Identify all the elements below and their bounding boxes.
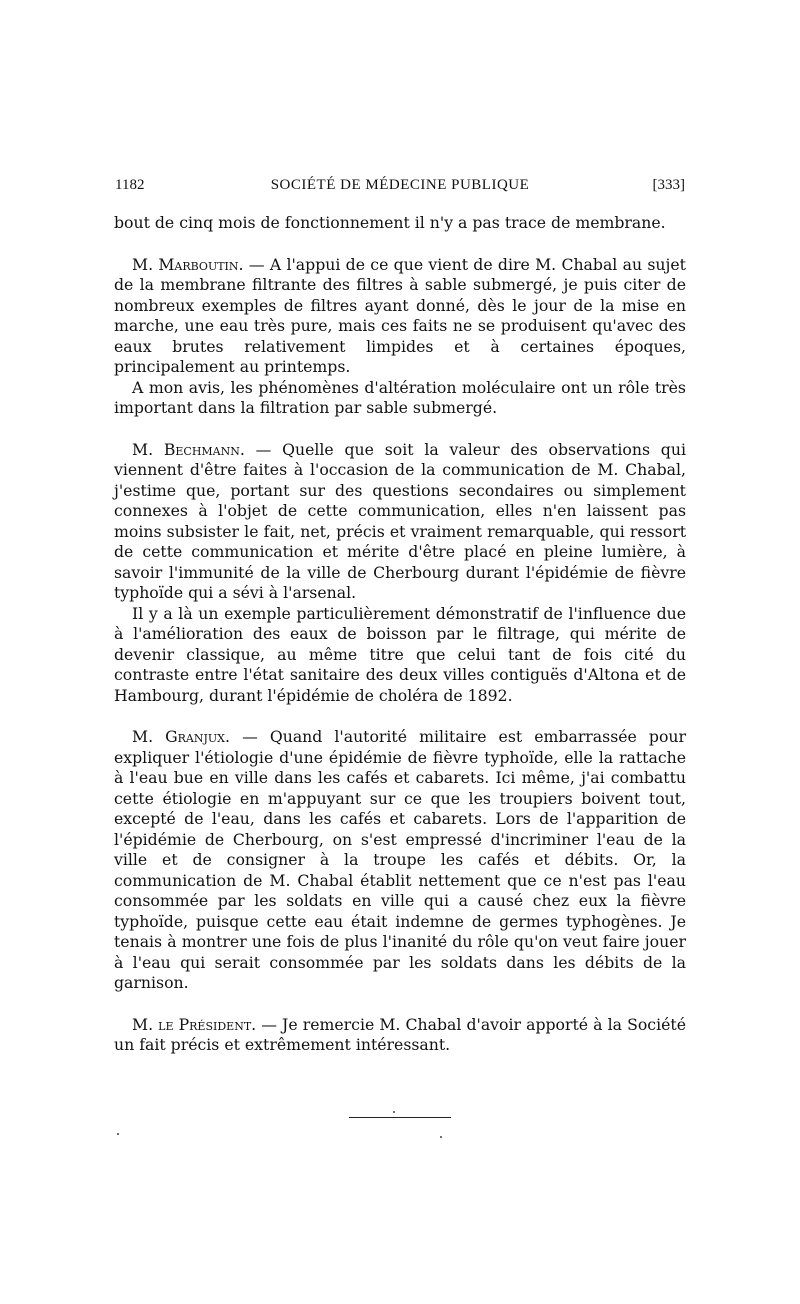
paragraph-text: — Quand l'autorité militaire est embarrassée pour expliquer l'étiologie d'une épidémie de fièvre typhoïde, elle la rattache à l'eau bue en ville dans les cafés et cabarets. Ici même, j'ai combattu cette étiologie en m'appuyant sur ce que les troupiers boivent tout, excepté de l'eau, dans les cafés et cabarets. Lors de l'apparition de l'épidémie de Cherbourg, on s'est empressé d'incriminer l'eau de la ville et de consigner à la troupe les cafés et débits. Or, la communication de M. Chabal établit nettement que ce n'est pas l'eau consommée par les soldats en ville qui a causé chez eux la fièvre typhoïde, puisque cette eau était indemne de germes typhogènes. Je tenais à montrer une fois de plus l'inanité du rôle qu'on veut faire jouer à l'eau qui serait consommée par les soldats dans les débits de la garnison.	[114, 727, 686, 992]
bechmann-paragraph	[114, 440, 686, 604]
print-speck	[393, 1111, 395, 1113]
print-speck	[117, 1133, 119, 1135]
speaker-name: M. Bechmann.	[132, 439, 245, 459]
granjux-paragraph	[114, 727, 686, 994]
speaker-name: M. Marboutin.	[132, 254, 244, 274]
marboutin-paragraph	[114, 255, 686, 378]
paragraph-text: — A l'appui de ce que vient de dire M. Chabal au sujet de la membrane filtrante des filtres à sable submergé, je puis citer de nombreux exemples de filtres ayant donné, dès le jour de la mise en marche, une eau très pure, mais ces faits ne se produisent qu'avec des eaux brutes relativement limpides et à certaines époques, principalement au printemps.	[114, 254, 686, 376]
speaker-name: M. Granjux.	[132, 727, 231, 746]
running-header	[115, 177, 685, 199]
journal-title: SOCIÉTÉ DE MÉDECINE PUBLIQUE	[270, 177, 530, 193]
page-reference: [333]	[652, 177, 685, 193]
president-paragraph	[114, 1015, 686, 1056]
continuation-paragraph: bout de cinq mois de fonctionnement il n'y a pas trace de membrane.	[114, 213, 666, 232]
page-body	[114, 213, 686, 1056]
bechmann-paragraph-2: Il y a là un exemple particulièrement démonstratif de l'influence due à l'amélioration des eaux de boisson par le filtrage, qui mérite de devenir classique, au même titre que celui tant de fois cité du contraste entre l'état sanitaire des deux villes contiguës d'Altona et de Hambourg, durant l'épidémie de choléra de 1892.	[114, 603, 686, 705]
marboutin-paragraph-2: A mon avis, les phénomènes d'altération moléculaire ont un rôle très important dans la filtration par sable submergé.	[114, 377, 686, 417]
speaker-name: M. le Président.	[132, 1014, 257, 1034]
print-speck	[440, 1136, 442, 1138]
closing-rule	[349, 1117, 451, 1118]
page-number: 1182	[115, 177, 145, 193]
paragraph-text: — Quelle que soit la valeur des observations qui viennent d'être faites à l'occasion de la communication de M. Chabal, j'estime que, portant sur des questions secondaires ou simplement connexes à l'objet de cette communication, elles n'en laissent pas moins subsister le fait, net, précis et vraiment remarquable, qui ressort de cette communication et mérite d'être placé en pleine lumière, à savoir l'immunité de la ville de Cherbourg durant l'épidémie de fièvre typhoïde qui a sévi à l'arsenal.	[114, 439, 686, 602]
paragraph-text: — Je remercie M. Chabal d'avoir apporté à la Société un fait précis et extrêmement intéressant.	[114, 1014, 686, 1054]
